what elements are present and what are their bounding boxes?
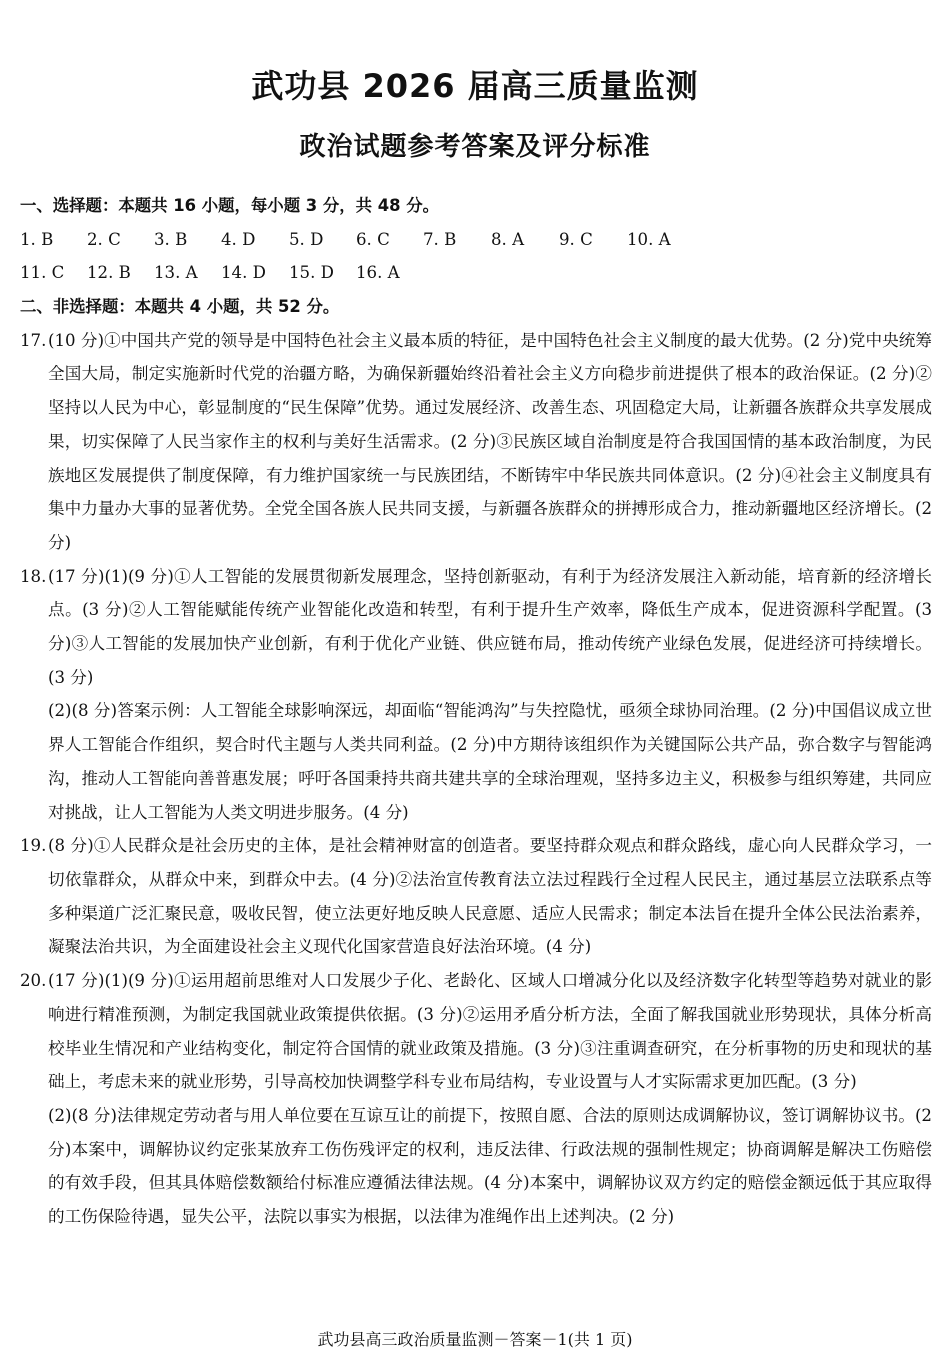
choice-answer: 5. D xyxy=(289,229,324,249)
choice-answer: 1. B xyxy=(20,229,54,249)
question-answer-text: (8 分)①人民群众是社会历史的主体，是社会精神财富的创造者。要坚持群众观点和群众路线，虚心向人民群众学习，一切依靠群众，从群众中来，到群众中去。(4 分)②法治宣传教育法立法过程践行全过程人民民主，通过基层立法联系点等多种渠道广泛汇聚民意，吸收民智，使立法更好地反映人民意愿、适应人民需求；制定本法旨在提升全体公民法治素养，凝聚法治共识，为全面建设社会主义现代化国家营造良好法治环境。(4 分) xyxy=(48,836,932,957)
answer-content xyxy=(20,189,932,1234)
choice-answer: 6. C xyxy=(356,229,390,249)
question-number: 19. xyxy=(20,836,47,856)
choice-answer: 10. A xyxy=(627,229,671,249)
choice-answer: 11. C xyxy=(20,263,65,283)
choice-answer: 2. C xyxy=(87,229,121,249)
choice-answer: 3. B xyxy=(154,229,188,249)
choice-answer: 13. A xyxy=(154,263,198,283)
question-number: 17. xyxy=(20,330,47,350)
choice-answers-row-2 xyxy=(20,256,932,290)
question-18 xyxy=(20,560,932,695)
section-heading-choice: 一、选择题：本题共 16 小题，每小题 3 分，共 48 分。 xyxy=(20,196,440,215)
choice-answer: 14. D xyxy=(221,263,266,283)
page-subtitle: 政治试题参考答案及评分标准 xyxy=(299,132,651,162)
question-number: 20. xyxy=(20,971,47,991)
question-17 xyxy=(20,324,932,560)
question-19 xyxy=(20,829,932,964)
choice-answer: 8. A xyxy=(491,229,525,249)
question-20 xyxy=(20,964,932,1099)
choice-answer: 9. C xyxy=(559,229,593,249)
question-answer-text: (17 分)(1)(9 分)①人工智能的发展贯彻新发展理念，坚持创新驱动，有利于为经济发展注入新动能，培育新的经济增长点。(3 分)②人工智能赋能传统产业智能化改造和转型，有利于提升生产效率，降低生产成本，促进资源科学配置。(3 分)③人工智能的发展加快产业创新，有利于优化产业链、供应链布局，推动传统产业绿色发展，促进经济可持续增长。(3 分) xyxy=(48,566,932,687)
choice-answers-row-1 xyxy=(20,223,932,257)
choice-answer: 16. A xyxy=(356,263,400,283)
question-18-part-2: (2)(8 分)答案示例：人工智能全球影响深远，却面临“智能鸿沟”与失控隐忧，亟须全球协同治理。(2 分)中国倡议成立世界人工智能合作组织，契合时代主题与人类共同利益。(2 分)中方期待该组织作为关键国际公共产品，弥合数字与智能鸿沟，推动人工智能向善普惠发展；呼吁各国秉持共商共建共享的全球治理观，坚持多边主义，积极参与组织筹建，共同应对挑战，让人工智能为人类文明进步服务。(4 分) xyxy=(48,701,932,822)
page-footer: 武功县高三政治质量监测－答案－1(共 1 页) xyxy=(317,1330,633,1349)
question-answer-text: (10 分)①中国共产党的领导是中国特色社会主义最本质的特征，是中国特色社会主义制度的最大优势。(2 分)党中央统筹全国大局，制定实施新时代党的治疆方略，为确保新疆始终沿着社会主义方向稳步前进提供了根本的政治保证。(2 分)②坚持以人民为中心，彰显制度的“民生保障”优势。通过发展经济、改善生态、巩固稳定大局，让新疆各族群众共享发展成果，切实保障了人民当家作主的权利与美好生活需求。(2 分)③民族区域自治制度是符合我国国情的基本政治制度，为民族地区发展提供了制度保障，有力维护国家统一与民族团结，不断铸牢中华民族共同体意识。(2 分)④社会主义制度具有集中力量办大事的显著优势。全党全国各族人民共同支援，与新疆各族群众的拼搏形成合力，推动新疆地区经济增长。(2 分) xyxy=(48,330,932,552)
choice-answer: 4. D xyxy=(221,229,256,249)
choice-answer: 7. B xyxy=(423,229,457,249)
choice-answer: 12. B xyxy=(87,263,131,283)
section-heading-nonchoice: 二、非选择题：本题共 4 小题，共 52 分。 xyxy=(20,297,340,317)
question-number: 18. xyxy=(20,566,47,586)
question-20-part-2: (2)(8 分)法律规定劳动者与用人单位要在互谅互让的前提下，按照自愿、合法的原则达成调解协议，签订调解协议书。(2 分)本案中，调解协议约定张某放弃工伤伤残评定的权利，违反法律、行政法规的强制性规定；协商调解是解决工伤赔偿的有效手段，但其具体赔偿数额给付标准应遵循法律法规。(4 分)本案中，调解协议双方约定的赔偿金额远低于其应取得的工伤保险待遇，显失公平，法院以事实为根据，以法律为准绳作出上述判决。(2 分) xyxy=(48,1105,932,1227)
page-title: 武功县 2026 届高三质量监测 xyxy=(251,67,699,105)
question-answer-text: (17 分)(1)(9 分)①运用超前思维对人口发展少子化、老龄化、区域人口增减分化以及经济数字化转型等趋势对就业的影响进行精准预测，为制定我国就业政策提供依据。(3 分)②运用矛盾分析方法，全面了解我国就业形势现状，具体分析高校毕业生情况和产业结构变化，制定符合国情的就业政策及措施。(3 分)③注重调查研究，在分析事物的历史和现状的基础上，考虑未来的就业形势，引导高校加快调整学科专业布局结构，专业设置与人才实际需求更加匹配。(3 分) xyxy=(48,971,932,1092)
choice-answer: 15. D xyxy=(289,263,334,283)
